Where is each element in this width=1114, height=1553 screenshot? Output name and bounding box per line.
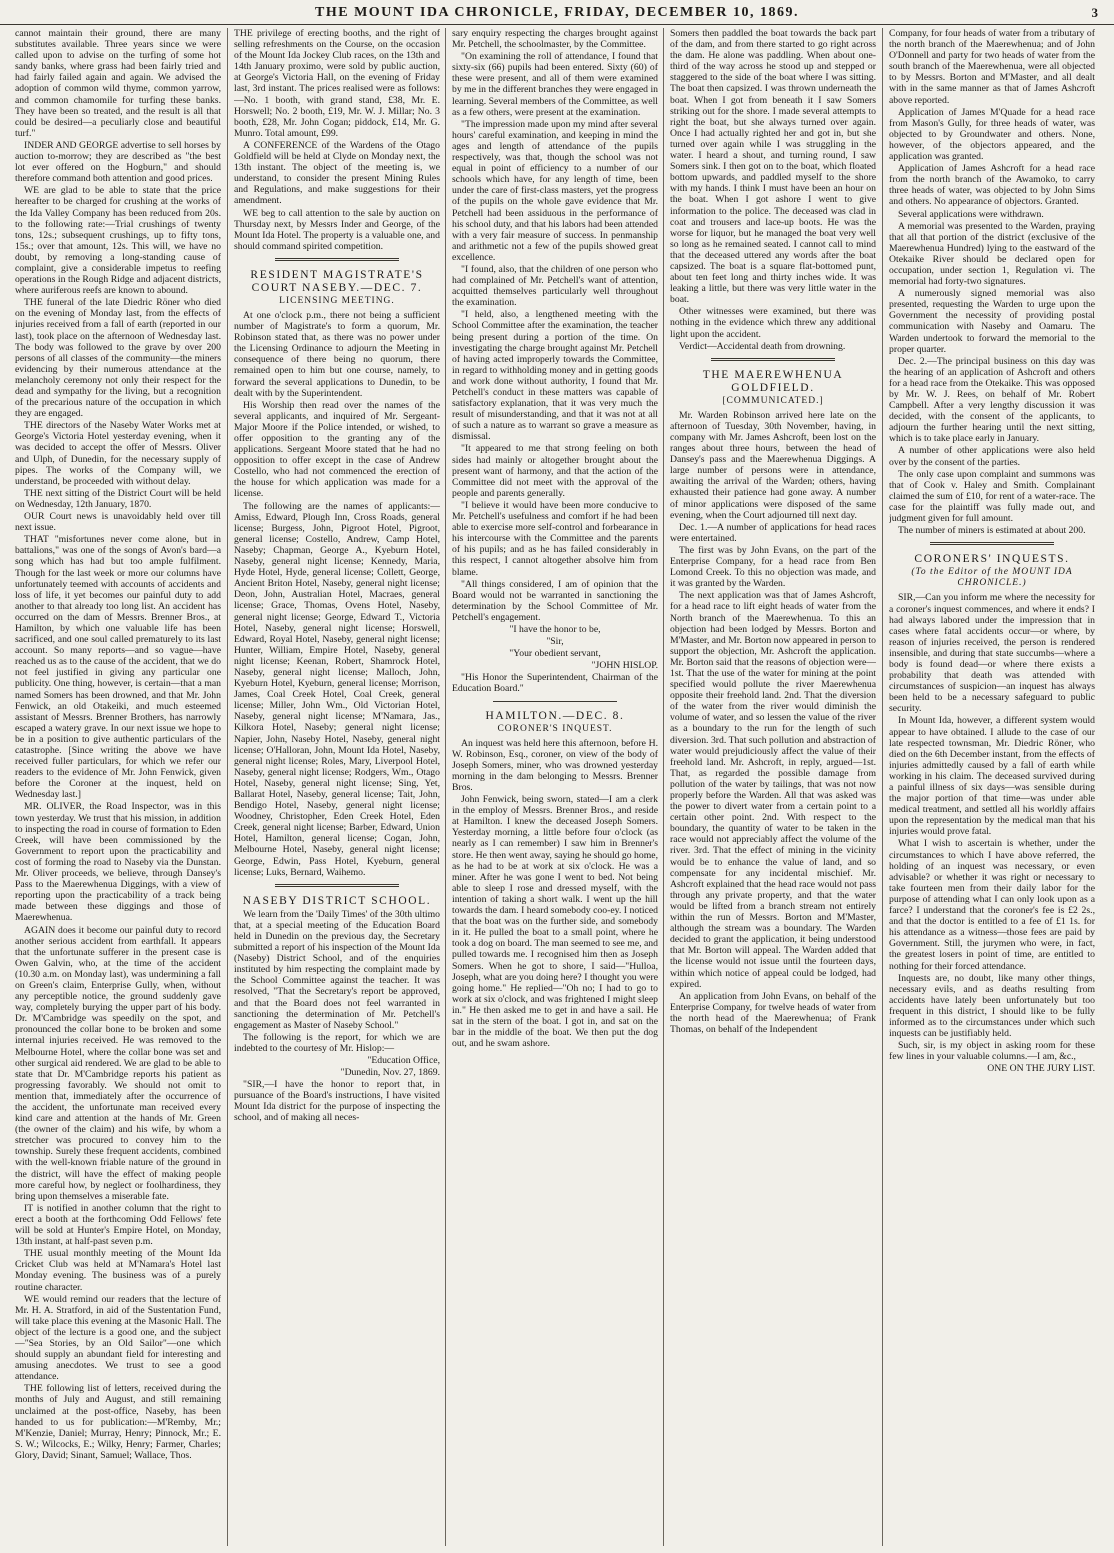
paragraph: WE are glad to be able to state that the price hereafter to be charged for crushing at the works of the Ida Valley Company has been reduced from 20s. to the following rate:—Trial crushings of twenty tons, 12s.; subsequent crushings, up to fifty tons, 15s.; over that amount, 12s. This will, we have no doubt, by removing a long-standing cause of complaint, give a considerable impetus to reefing operations in the Rough Ridge and adjacent districts, where auriferous reefs are known to abound.: [15, 185, 221, 297]
paragraph: We learn from the 'Daily Times' of the 30th ultimo that, at a special meeting of the Education Board held in Dunedin on the previous day, the Secretary submitted a report of his inspection of the Mount Ida (Naseby) District School, and of the enquiries instituted by him respecting the complaint made by the School Committee against the teacher. It was resolved, "That the Secretary's report be approved, and that the Board does not feel warranted in sanctioning the determination of Mr. Petchell's engagement as Master of Naseby School.": [234, 908, 440, 1031]
paragraph: "On examining the roll of attendance, I found that sixty-six (66) pupils had been entered. Sixty (60) of these were present, and all of them were examined by me in the different branches they were engaged in learning. Several members of the Committee, as well as a few others, were present at the examination.: [452, 51, 658, 118]
article-heading: HAMILTON.—DEC. 8.: [485, 709, 625, 722]
paragraph: THE following list of letters, received during the months of July and August, and still remaining unclaimed at the post-office, Naseby, has been handed to us for publication:—M'Remby, Mr.; M'Kenzie, Daniel; Murray, Henry; Pinnock, Mr.; E. S. W.; Wilcocks, E.; Wilky, Henry; Farmer, Charles; Glory, David; Sinant, Samuel; Wallace, Thos.: [15, 1383, 221, 1461]
paragraph: His Worship then read over the names of the several applicants, and inquired of Mr. Sergeant-Major Moore if the Police intended, or wished, to offer opposition to the granting any of the applications. Sergeant Moore stated that he had no opposition to offer except in the case of Andrew Costello, who had not commenced the erection of the house for which application was made for a license.: [234, 399, 440, 500]
column-rule: [663, 28, 664, 1546]
paragraph: Dec. 2.—The principal business on this day was the hearing of an application of Ashcroft and others for a head race from the Otekaike. This was opposed by Mr. W. J. Rees, on behalf of Mr. Robert Campbell. After a very lengthy discussion it was decided, with the consent of the applicants, to adjourn the further hearing until the next sitting, which is to take place early in January.: [889, 355, 1095, 445]
paragraph: Several applications were withdrawn.: [898, 208, 1044, 220]
letter-date: "Dunedin, Nov. 27, 1869.: [340, 1067, 440, 1079]
column-5: [889, 28, 1095, 1546]
masthead: [0, 0, 1114, 25]
letter-place: "Education Office,: [367, 1054, 440, 1066]
section-separator: [275, 884, 399, 887]
paragraph: A CONFERENCE of the Wardens of the Otago Goldfield will be held at Clyde on Monday next, the 13th instant. The object of the meeting is, we understand, to consider the present Mining Rules and Regulations, and make suggestions for their amendment.: [234, 139, 440, 207]
paragraph: John Fenwick, being sworn, stated—I am a clerk in the employ of Messrs. Brenner Bros., and reside at Hamilton. I knew the deceased Joseph Somers. Yesterday morning, a little before four o'clock (as nearly as I can remember) I saw him in Brenner's store. He then went away, saying he should go home, as he had to be at work at six o'clock. He was a miner. After he was gone I went to bed. Not being able to sleep I rose and dressed myself, with the intention of taking a short walk. I went up the hill towards the dam. I heard somebody coo-ey. I noticed that the boat was on the further side, and somebody in it. He pulled the boat to a small point, where he took a dog on board. The man seemed to see me, and pulled towards me. I recognised him then as Joseph Somers. When he got to shore, I said—"Hulloa, Joseph, what are you doing here? I thought you were going home." He replied—"Oh no; I had to go to work at six o'clock, and was frightened I might sleep in." He then asked me to get in and have a sail. He sat in the stern of the boat. I got in, and sat on the bar in the middle of the boat. We then put the dog out, and he swam ashore.: [452, 794, 658, 1050]
paragraph: THE directors of the Naseby Water Works met at George's Victoria Hotel yesterday evening, when it was decided to accept the offer of Messrs. Oliver and Ulph, of Dunedin, for the necessary supply of pipes. The works of the Company will, we understand, be proceeded with without delay.: [15, 420, 221, 487]
paragraph: Company, for four heads of water from a tributary of the north branch of the Maerewhenua; and of John O'Donnell and party for two heads of water from the south branch of the Maerewhenua, were all objected to by Messrs. Borton and M'Master, and all dealt with in the same manner as that of James Ashcroft above reported.: [889, 28, 1095, 106]
paragraph: Somers then paddled the boat towards the back part of the dam, and from there started to go right across the dam. He alone was paddling. When about one-third of the way across he stood up and stepped or staggered to the side of the boat where I was sitting. The boat then capsized. I was thrown underneath the boat. When I got from beneath it I saw Somers striking out for the shore. I made several attempts to right the boat, but she always turned over again. Once I had actually righted her and got in, but she turned over again while I was struggling in the water. I heard a shout, and turning round, I saw Somers sink. I then got on to the boat, which floated bottom upwards, and paddled myself to the shore with my hands. I think I must have been an hour on the boat. When I got ashore I went to give information to the police. The deceased was clad in coat and trousers and lace-up boots. He was the worse for liquor, but he managed the boat very well so long as he remained seated. I cannot call to mind that the deceased uttered any words after the boat capsized. The boat is a square flat-bottomed punt, about ten feet long and thirty inches wide. It was leaking a little, but there was very little water in the boat.: [670, 28, 876, 306]
column-rule: [882, 28, 883, 1546]
paragraph: Verdict—Accidental death from drowning.: [679, 340, 846, 352]
paragraph: cannot maintain their ground, there are many substitutes available. Three years since we were called upon to advise on the turfing of some hot sandy banks, where grass had been fairly tried and had fairly failed again and again. We advised the adoption of common wild thyme, common yarrow, and common chamomile for turfing these banks. They have been so treated, and the result is all that could be desired—a peculiarly close and beautiful turf.": [15, 28, 221, 139]
paragraph: THE funeral of the late Diedric Röner who died on the evening of Monday last, from the effects of injuries received from a fall of earth (reported in our last), took place on the afternoon of Wednesday last. The body was followed to the grave by over 200 persons of all classes of the community—the miners evidencing by their numerous attendance at the melancholy ceremony not only their respect for the dead and sympathy for the living, but a recognition of the precarious nature of the occupation in which they are engaged.: [15, 297, 221, 420]
paragraph: In Mount Ida, however, a different system would appear to have obtained. I allude to the case of our late respected townsman, Mr. Diedric Röner, who died on the 6th December instant, from the effects of injuries admittedly caused by a fall of earth while working in his claim. The deceased survived during a painful illness of six days—was sensible during the major portion of that time—was under able medical treatment, and settled all his worldly affairs upon the representation by the medical man that his injuries would prove fatal.: [889, 715, 1095, 838]
paragraph: The number of miners is estimated at about 200.: [898, 525, 1086, 537]
paragraph: An inquest was held here this afternoon, before H. W. Robinson, Esq., coroner, on view of the body of Joseph Somers, miner, who was drowned yesterday morning in the dam belonging to Messrs. Brenner Bros.: [452, 737, 658, 793]
section-separator: [930, 542, 1054, 545]
article-subheading: LICENSING MEETING.: [279, 295, 395, 306]
paragraph: Such, sir, is my object in asking room for these few lines in your valuable columns.—I am, &c.,: [889, 1040, 1095, 1063]
article-subheading: (To the Editor of the MOUNT IDA CHRONICLE.): [911, 567, 1073, 589]
paragraph: sary enquiry respecting the charges brought against Mr. Petchell, the schoolmaster, by the Committee.: [452, 28, 658, 51]
paragraph: MR. OLIVER, the Road Inspector, was in this town yesterday. We trust that his mission, in addition to inspecting the road in course of formation to Eden Creek, will have been commissioned by the Government to report upon the practicability and cost of forming the road to Naseby via the Dunstan. Mr. Oliver proceeds, we believe, through Dansey's Pass to the Maerewhenua Diggings, with a view of reporting upon the practicability of a track being made between these diggings and those of Maerewhenua.: [15, 801, 221, 924]
paragraph: The next application was that of James Ashcroft, for a head race to lift eight heads of water from the North branch of the Maerewhenua. To this an objection had been lodged by Messrs. Borton and M'Master, and Mr. Borton now appeared in person to support the objection, Mr. Ashcroft the application. Mr. Borton said that the reasons of objection were—1st. That the use of the water for mining at the point specified would pollute the river Maerewhenua opposite their freehold land. 2nd. That the diversion of the water from the river would diminish the volume of water, and so lessen the value of the river as a boundary to the run for the length of such diversion. 3rd. That such pollution and abstraction of water would prejudiciously affect the value of their freehold land. Mr. Ashcroft, in reply, argued—1st. That, as regarded the possible damage from pollution of the water by tailings, that was not now properly before the Warden. All that was asked was the power to divert water from a certain point to a certain other point. 2nd. With respect to the boundary, the quantity of water to be taken in the race would not appreciably affect the volume of the river. 3rd. That the effect of mining in the vicinity would be to enhance the value of land, and so compensate for any incidental mischief. Mr. Ashcroft explained that the head race would not pass through any private property, and that the water would be lifted from a branch stream not entirely within the run of Messrs. Borton and M'Master, although the stream was a boundary. The Warden decided to grant the application, it being understood that Mr. Borton will appeal. The Warden added that the license would not issue until the fourteen days, within which notice of appeal could be lodged, had expired.: [670, 590, 876, 990]
letter-addressee: "His Honor the Superintendent, Chairman of the Education Board.": [452, 672, 658, 695]
paragraph: The only case upon complaint and summons was that of Cook v. Haley and Smith. Complainant claimed the sum of £10, for rent of a water-race. The case for the plaintiff was fully made out, and judgment given for full amount.: [889, 468, 1095, 525]
column-4: [670, 28, 876, 1546]
article-heading: RESIDENT MAGISTRATE'S COURT NASEBY.—DEC. 7.: [250, 268, 424, 294]
article-subheading: [COMMUNICATED.]: [722, 395, 824, 406]
paragraph: INDER AND GEORGE advertise to sell horses by auction to-morrow; they are described as "the best lot ever offered on the Hogburn," and should therefore command both attention and good prices.: [15, 139, 221, 185]
paragraph: THAT "misfortunes never come alone, but in battalions," was one of the songs of Avon's bard—a song which has had but too ample fulfilment. Though for the last week or more our columns have unfortunately teemed with accounts of accidents and loss of life, it yet becomes our painful duty to add another to that already too long list. An accident has occurred on the dam of Messrs. Brenner Bros., at Hamilton, by which one valuable life has been sacrificed, and one soul called prematurely to its last account. So many reports—and so vague—have reached us as to the cause of the accident, that we do not feel justified in giving any particular one publicity. One thing, however, is certain—that a man named Somers has been drowned, and that Mr. John Fenwick, an old Otakeiki, and much esteemed assistant of Messrs. Brenner Brothers, has narrowly escaped a watery grave. In our next issue we hope to be in a position to give authentic particulars of the catastrophe. [Since writing the above we have received fuller particulars, for which we refer our readers to the evidence of Mr. John Fenwick, given before the Coroner at the inquest, held on Wednesday last.]: [15, 534, 221, 801]
paragraph: An application from John Evans, on behalf of the Enterprise Company, for twelve heads of water from the north head of the Maerewhenua; of Frank Thomas, on behalf of the Independent: [670, 990, 876, 1035]
column-2: [234, 28, 440, 1546]
paragraph: WE beg to call attention to the sale by auction on Thursday next, by Messrs Inder and George, of the Mount Ida Hotel. The property is a valuable one, and should command spirited competition.: [234, 207, 440, 252]
paragraph: A memorial was presented to the Warden, praying that all that portion of the district (exclusive of the Maerewhenua Hundred) lying to the eastward of the Otekaike River should be declared open for occupation, under section 1, Regulation vi. The memorial had forty-two signatures.: [889, 220, 1095, 288]
paragraph: "SIR,—I have the honor to report that, in pursuance of the Board's instructions, I have visited Mount Ida district for the purpose of inspecting the school, and of making all neces-: [234, 1079, 440, 1124]
section-separator: [711, 358, 835, 361]
letter-signature: "JOHN HISLOP.: [591, 660, 658, 672]
letter-closing: "I have the honor to be,: [509, 623, 601, 635]
paragraph: "I found, also, that the children of one person who had complained of Mr. Petchell's want of attention, acquitted themselves particularly well throughout the examination.: [452, 263, 658, 309]
paragraph: THE next sitting of the District Court will be held on Wednesday, 12th January, 1870.: [15, 487, 221, 510]
paragraph: A numerously signed memorial was also presented, requesting the Warden to urge upon the Government the necessity of providing postal communication with Naseby and Oamaru. The Warden undertook to forward the memorial to the proper quarter.: [889, 288, 1095, 355]
paragraph: Inquests are, no doubt, like many other things, necessary evils, and as deaths resulting from accidents have lately been unfortunately but too frequent in this district, I should like to be fully informed as to the circumstances under which such inquests can be justifiably held.: [889, 972, 1095, 1040]
masthead-title: THE MOUNT IDA CHRONICLE, FRIDAY, DECEMBER 10, 1869.: [315, 5, 799, 20]
article-heading: THE MAEREWHENUA GOLDFIELD.: [702, 368, 844, 394]
paragraph: "I believe it would have been more conducive to Mr. Petchell's usefulness and comfort if he had been able to exercise more self-control and forbearance in his intercourse with the Committee and the parents of his pupils; and as he has failed considerably in this respect, I cannot altogether absolve him from blame.: [452, 499, 658, 578]
letter-signature: ONE ON THE JURY LIST.: [987, 1063, 1095, 1075]
paragraph: IT is notified in another column that the right to erect a booth at the forthcoming Odd Fellows' fete will be sold at Hunter's Empire Hotel, on Monday, 13th instant, at half-past seven p.m.: [15, 1202, 221, 1248]
letter-closing: "Your obedient servant,: [509, 648, 601, 660]
article-heading: NASEBY DISTRICT SCHOOL.: [242, 894, 432, 907]
paragraph: Application of James Ashcroft for a head race from the north branch of the Awamoko, to carry three heads of water, was objected to by John Sims and others. No appearance of objectors. Granted.: [889, 163, 1095, 208]
paragraph: Mr. Warden Robinson arrived here late on the afternoon of Tuesday, 30th November, having, in company with Mr. James Ashcroft, been lost on the ranges about three hours, between the head of Dansey's pass and the Maerewhenua Diggings. A large number of persons were in attendance, awaiting the arrival of the Warden; others, having exhausted their patience had gone away. A number of minor applications were disposed of the same evening, when the Court adjourned till next day.: [670, 409, 876, 521]
paragraph: Application of James M'Quade for a head race from Mason's Gully, for three heads of water, was objected to by Groundwater and others. None, however, of the objectors appeared, and the application was granted.: [889, 106, 1095, 163]
paragraph: The following is the report, for which we are indebted to the courtesy of Mr. Hislop:—: [234, 1031, 440, 1054]
article-heading: CORONERS' INQUESTS.: [914, 553, 1070, 566]
paragraph: Other witnesses were examined, but there was nothing in the evidence which threw any additional light upon the accident.: [670, 306, 876, 340]
paragraph: "I held, also, a lengthened meeting with the School Committee after the examination, the teacher being present during a portion of the time. On investigating the charge brought against Mr. Petchell of having acted improperly towards the Committee, in regard to withholding money and in getting goods and work done without authority, I found that Mr. Petchell's conduct in these matters was capable of satisfactory explanation, that it was very much the result of misunderstanding, and that it was not at all of such a nature as to warrant so grave a measure as dismissal.: [452, 309, 658, 443]
page-number: 3: [1091, 5, 1098, 20]
paragraph: AGAIN does it become our painful duty to record another serious accident from earthfall. It appears that the unfortunate sufferer in the present case is Owen Galvin, who, at the time of the accident (10.30 a.m. on Monday last), was undermining a fall on Green's claim, Enterprise Gully, when, without any perceptible notice, the ground suddenly gave way, completely burying the upper part of his body. Dr. M'Cambridge was speedily on the spot, and pronounced the collar bone to be broken and some internal injuries received. He was removed to the Melbourne Hotel, where the collar bone was set and other surgical aid rendered. We are glad to be able to state that Dr. M'Cambridge reports his patient as progressing favorably. We should not omit to mention that, immediately after the occurrence of the accident, the unfortunate man received every kind care and attention at the hands of Mr. Green (the owner of the claim) and his wife, by whom a stretcher was procured to convey him to the township. Surely these frequent accidents, combined with the well-known friable nature of the ground in the district, will have the effect of making people more careful how, by neglect or foolhardiness, they bring upon themselves a miserable fate.: [15, 924, 221, 1202]
paragraph: "The impression made upon my mind after several hours' careful examination, and keeping in mind the ages and length of attendance of the pupils respectively, was that, though the school was not equal in point of efficiency to a number of our schools which have, for any length of time, been under the care of first-class masters, yet the progress of the pupils on the whole gave evidence that Mr. Petchell had been assiduous in the performance of his school duty, and that his labors had been attended with a very fair measure of success. In penmanship and arithmetic not a few of the pupils showed great excellence.: [452, 118, 658, 263]
column-rule: [445, 28, 446, 1546]
paragraph: "All things considered, I am of opinion that the Board would not be warranted in sanctioning the determination by the School Committee of Mr. Petchell's engagement.: [452, 578, 658, 623]
article-subheading: CORONER'S INQUEST.: [497, 723, 613, 734]
paragraph: THE usual monthly meeting of the Mount Ida Cricket Club was held at M'Namara's Hotel last Monday evening. The business was of a purely routine character.: [15, 1248, 221, 1293]
section-separator: [275, 258, 399, 261]
paragraph: THE privilege of erecting booths, and the right of selling refreshments on the Course, on the occasion of the Mount Ida Jockey Club races, on the 13th and 14th January proximo, were sold by public auction, at George's Victoria Hall, on the evening of Friday last, 3rd instant. The prices realised were as follows:—No. 1 booth, with grand stand, £38, Mr. E. Horswell; No. 2 booth, £19, Mr. W. J. Millar; No. 3 booth, £28, Mr. John Cogan; piddock, £14, Mr. G. Munro. Total amount, £99.: [234, 28, 440, 139]
paragraph: OUR Court news is unavoidably held over till next issue.: [15, 511, 221, 534]
paragraph: "It appeared to me that strong feeling on both sides had mainly or altogether brought about the present want of harmony, and that the action of the Committee did not meet with the approval of the people and parents generally.: [452, 443, 658, 499]
paragraph: The first was by John Evans, on the part of the Enterprise Company, for a head race from Ben Lomond Creek. To this no objection was made, and it was granted by the Warden.: [670, 544, 876, 590]
paragraph: Dec. 1.—A number of applications for head races were entertained.: [670, 521, 876, 544]
paragraph: At one o'clock p.m., there not being a sufficient number of Magistrate's to form a quorum, Mr. Robinson stated that, as there was no power under the Licensing Ordinance to adjourn the Meeting in consequence of there being no quorum, there remained open to him but one course, namely, to forward the several applications to Dunedin, to be dealt with by the Superintendent.: [234, 309, 440, 399]
column-1: [15, 28, 221, 1546]
paragraph: What I wish to ascertain is whether, under the circumstances to which I have above referred, the holding of an inquest was necessary, or even advisable? or whether it was right or necessary to take fourteen men from their daily labor for the purpose of attending what I can only look upon as a farce? I understand that the coroner's fee is £2 2s., and that the doctor is entitled to a fee of £1 1s. for his attendance as a witness—those fees are paid by Government. Still, the jurymen who were, in fact, the greatest losers in point of time, are entitled to nothing for their forced attendance.: [889, 838, 1095, 972]
paragraph: SIR,—Can you inform me where the necessity for a coroner's inquest commences, and where it ends? I had always labored under the impression that in cases where fatal accidents occur—or where, by reason of injuries received, the person is rendered insensible, and during that state succumbs—where a body is found dead—or where there exists a probability that death was attended with circumstances of suspicion—an inquest has always been held to be a necessary safeguard to public security.: [889, 592, 1095, 715]
paragraph: The following are the names of applicants:—Amiss, Edward, Plough Inn, Cross Roads, general license; Burgess, John, Pigroot Hotel, Pigroot, general license; Costello, Andrew, Camp Hotel, Naseby; Chapman, George A., Kyeburn Hotel, Naseby, general night license; Kennedy, Maria, Hyde Hotel, Hyde, general license; Collett, George, Ancient Briton Hotel, Naseby, general night license; Deon, John, Australian Hotel, Macraes, general license; Grace, Thomas, Ovens Hotel, Naseby, general night license; George, Edward T., Victoria Hotel, Naseby, general night license; Horswell, Edward, Royal Hotel, Naseby, general night license; Hunter, William, Empire Hotel, Naseby, general night license; Keenan, Robert, Shamrock Hotel, Naseby, general night license; Malloch, John, Kyeburn Hotel, Kyeburn, general license; Morrison, James, Coal Creek Hotel, Coal Creek, general license; Miller, John Wm., Old Victorian Hotel, Naseby, general night license; M'Namara, Jas., Kilkora Hotel, Naseby; general night license; Napier, John, Naseby Hotel, Naseby, general night license; O'Halloran, John, Mount Ida Hotel, Naseby, general night license; Roles, Mary, Liverpool Hotel, Naseby, general night license; Rodgers, Wm., Otago Hotel, Naseby, general night license; Sing, Yet, Ballarat Hotel, Naseby, general license; Tait, John, Bendigo Hotel, Naseby, general night license; Woodney, Christopher, Eden Creek Hotel, Eden Creek, general night license; Barber, Edward, Union Hotel, Hamilton, general license; Cogan, John, Melbourne Hotel, Naseby, general night license; George, Edwin, Pass Hotel, Kyeburn, general license; Luks, Bernard, Waihemo.: [234, 500, 440, 878]
paragraph: WE would remind our readers that the lecture of Mr. H. A. Stratford, in aid of the Sustentation Fund, will take place this evening at the Masonic Hall. The object of the lecture is a good one, and the subject—"Sea Stories, by an Old Sailor"—one which should supply an abundant field for interesting and amusing anecdotes. We trust to see a good attendance.: [15, 1293, 221, 1383]
column-rule: [227, 28, 228, 1546]
paragraph: A number of other applications were also held over by the consent of the parties.: [889, 445, 1095, 468]
column-3: [452, 28, 658, 1546]
letter-closing: "Sir,: [546, 636, 564, 648]
section-separator: [493, 701, 617, 702]
